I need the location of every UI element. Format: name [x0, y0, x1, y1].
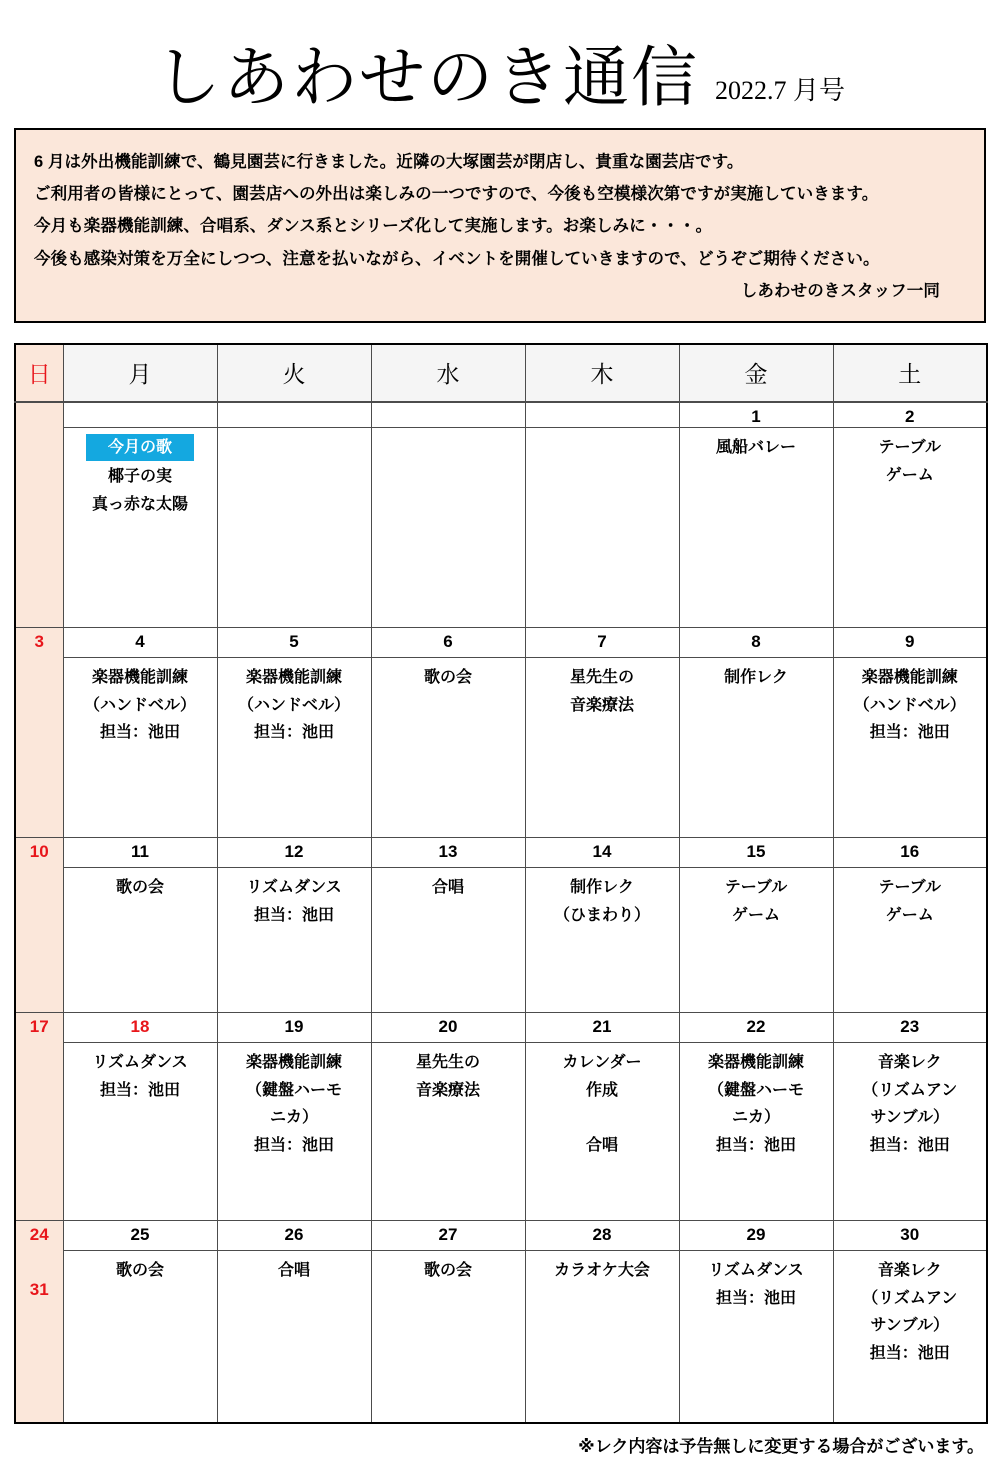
notice-line-4: 今後も感染対策を万全にしつつ、注意を払いながら、イベントを開催していきますので、どうぞご期待ください。: [34, 249, 880, 268]
calendar-day-cell[interactable]: [371, 868, 525, 1013]
calendar-day-cell[interactable]: [525, 428, 679, 628]
calendar-date-number: 2: [833, 402, 987, 428]
calendar-event-line: 歌の会: [423, 1262, 472, 1280]
calendar-date-number: 29: [679, 1221, 833, 1251]
calendar-event-line: 椰子の実: [107, 468, 172, 486]
calendar-event-line: 制作レク: [570, 879, 634, 897]
weekday-header-sun: 日: [15, 344, 63, 402]
notice-line-1: 6 月は外出機能訓練で、鶴見園芸に行きました。近隣の大塚園芸が閉店し、貴重な園芸店です。: [34, 153, 744, 171]
calendar-date-number: [525, 402, 679, 428]
calendar-event-line: （鍵盤ハーモ: [245, 1081, 342, 1099]
calendar-event-line: （ひまわり）: [553, 906, 650, 924]
calendar-sunday-cell: [15, 1013, 63, 1221]
calendar-event-line: テーブル: [878, 439, 942, 457]
sunday-date-secondary: 31: [29, 1279, 49, 1299]
weekday-header-thu: 木: [525, 344, 679, 402]
calendar-content-row: [15, 1043, 987, 1221]
notice-box: [14, 128, 986, 323]
calendar-content-row: [15, 658, 987, 838]
calendar-event-line: （リズムアン: [862, 1081, 958, 1099]
sunday-date: 10: [29, 842, 49, 862]
calendar-date-number: 28: [525, 1221, 679, 1251]
calendar-date-number: 13: [371, 838, 525, 868]
calendar-date-number: 9: [833, 628, 987, 658]
calendar-event-line: 担当：池田: [253, 724, 334, 742]
calendar-event-line: 担当：池田: [99, 1081, 180, 1099]
calendar-day-cell[interactable]: [525, 1251, 679, 1423]
calendar-day-cell[interactable]: [525, 1043, 679, 1221]
weekday-header-mon: 月: [63, 344, 217, 402]
weekday-header-sat: 土: [833, 344, 987, 402]
calendar-event-line: 担当：池田: [715, 1289, 796, 1307]
calendar-event-line: 楽器機能訓練: [707, 1054, 804, 1072]
calendar-event-line: ゲーム: [885, 466, 934, 484]
notice-line-2: ご利用者の皆様にとって、園芸店への外出は楽しみの一つですので、今後も空模様次第ですが実施していきます。: [34, 185, 879, 204]
calendar-sunday-cell: [15, 628, 63, 838]
weekday-header-wed: 水: [371, 344, 525, 402]
calendar-date-number: 19: [217, 1013, 371, 1043]
calendar-date-number: 26: [217, 1221, 371, 1251]
calendar-day-cell[interactable]: [679, 1251, 833, 1423]
calendar-event-line: （ハンドベル）: [853, 696, 966, 714]
masthead: [0, 0, 1000, 115]
calendar-day-cell[interactable]: [63, 1251, 217, 1423]
calendar-event-line: カレンダー: [562, 1054, 642, 1072]
calendar-event-line: 音楽レク: [877, 1262, 942, 1280]
calendar-event-line: 作成: [585, 1081, 618, 1099]
calendar-date-row: [15, 628, 987, 658]
calendar-content-row: [15, 428, 987, 628]
calendar-sunday-cell: [15, 1221, 63, 1423]
calendar-day-cell[interactable]: [63, 868, 217, 1013]
calendar-day-cell[interactable]: [525, 868, 679, 1013]
calendar-event-line: リズムダンス: [92, 1054, 188, 1072]
calendar-event-line: サンブル）: [870, 1317, 950, 1335]
calendar-date-row: [15, 838, 987, 868]
calendar-event-line: ゲーム: [731, 906, 780, 924]
calendar-day-cell[interactable]: [63, 658, 217, 838]
sunday-date: 17: [29, 1017, 49, 1037]
calendar-date-row: [15, 1013, 987, 1043]
weekday-header-tue: 火: [217, 344, 371, 402]
calendar-event-line: （鍵盤ハーモ: [707, 1081, 804, 1099]
calendar-event-line: 担当：池田: [715, 1136, 796, 1154]
song-of-the-month-badge: 今月の歌: [86, 434, 194, 461]
calendar-event-line: リズムダンス: [708, 1262, 804, 1280]
calendar-date-number: 30: [833, 1221, 987, 1251]
calendar-date-number: 6: [371, 628, 525, 658]
calendar-day-cell[interactable]: [679, 1043, 833, 1221]
calendar-day-cell[interactable]: [217, 1043, 371, 1221]
calendar-event-line: ゲーム: [885, 906, 934, 924]
calendar-day-cell[interactable]: [217, 658, 371, 838]
calendar-day-cell[interactable]: [217, 1251, 371, 1423]
calendar-day-cell[interactable]: [525, 658, 679, 838]
calendar-day-cell[interactable]: [679, 428, 833, 628]
calendar-table: [14, 343, 988, 1424]
calendar-day-cell[interactable]: [833, 1251, 987, 1423]
calendar-date-number: 22: [679, 1013, 833, 1043]
calendar-date-number: 7: [525, 628, 679, 658]
calendar-event-line: 担当：池田: [869, 724, 950, 742]
calendar-event-line: 星先生の: [569, 669, 634, 687]
calendar-event-line: 音楽療法: [569, 696, 634, 714]
calendar-date-number: 21: [525, 1013, 679, 1043]
calendar-event-line: 合唱: [431, 879, 464, 897]
calendar-event-line: 楽器機能訓練: [245, 669, 342, 687]
notice-signature: しあわせのきスタッフ一同: [740, 281, 940, 300]
calendar-date-number: 16: [833, 838, 987, 868]
calendar-date-number: 15: [679, 838, 833, 868]
calendar-date-row: [15, 402, 987, 428]
calendar-day-cell[interactable]: [217, 428, 371, 628]
calendar-event-line: ニカ）: [731, 1109, 780, 1127]
calendar-day-cell[interactable]: [371, 1043, 525, 1221]
calendar-event-line: 合唱: [277, 1262, 310, 1280]
page-title: しあわせのき通信: [154, 42, 699, 115]
sunday-date: 3: [34, 632, 44, 652]
calendar-event-line: （ハンドベル）: [237, 696, 350, 714]
footer-note: ※レク内容は予告無しに変更する場合がございます。: [578, 1436, 984, 1456]
calendar-event-line: リズムダンス: [246, 879, 342, 897]
calendar-date-number: 4: [63, 628, 217, 658]
calendar-event-line: 楽器機能訓練: [245, 1054, 342, 1072]
calendar-event-line: テーブル: [878, 879, 942, 897]
calendar-event-line: カラオケ大会: [554, 1262, 650, 1280]
calendar-content-row: [15, 868, 987, 1013]
calendar-date-number: 5: [217, 628, 371, 658]
calendar-event-line: 音楽レク: [877, 1054, 942, 1072]
calendar-date-number: 14: [525, 838, 679, 868]
calendar-sunday-cell: [15, 838, 63, 1013]
calendar-day-cell[interactable]: [63, 1043, 217, 1221]
calendar-day-cell[interactable]: [217, 868, 371, 1013]
calendar-event-line: 歌の会: [115, 1262, 164, 1280]
calendar-date-number: 12: [217, 838, 371, 868]
calendar-event-line: 歌の会: [423, 669, 472, 687]
calendar-sunday-cell: [15, 402, 63, 628]
notice-line-3: 今月も楽器機能訓練、合唱系、ダンス系とシリーズ化して実施します。お楽しみに・・・。: [34, 217, 713, 236]
calendar-event-line: 真っ赤な太陽: [91, 495, 188, 513]
calendar-event-line: 担当：池田: [99, 724, 180, 742]
calendar-date-number: 11: [63, 838, 217, 868]
calendar-date-number: 27: [371, 1221, 525, 1251]
calendar-event-line: 合唱: [585, 1136, 618, 1154]
weekday-header-fri: 金: [679, 344, 833, 402]
calendar-date-number: [371, 402, 525, 428]
calendar-event-line: 楽器機能訓練: [861, 669, 958, 687]
calendar-event-line: 星先生の: [415, 1054, 480, 1072]
calendar-date-number: 8: [679, 628, 833, 658]
calendar-day-cell[interactable]: [371, 658, 525, 838]
calendar-date-number: 20: [371, 1013, 525, 1043]
calendar-event-line: （ハンドベル）: [83, 696, 196, 714]
calendar-event-line: 担当：池田: [869, 1344, 950, 1362]
calendar-event-line: 歌の会: [115, 879, 164, 897]
calendar-content-row: [15, 1251, 987, 1423]
calendar-event-line: 担当：池田: [869, 1136, 950, 1154]
calendar-day-cell[interactable]: [679, 658, 833, 838]
calendar-event-line: 担当：池田: [253, 906, 334, 924]
calendar-event-line: 担当：池田: [253, 1136, 334, 1154]
calendar-date-number: 23: [833, 1013, 987, 1043]
sunday-date: 24: [29, 1225, 49, 1245]
calendar-event-line: テーブル: [724, 879, 788, 897]
calendar-event-line: （リズムアン: [862, 1289, 958, 1307]
calendar-event-line: ニカ）: [269, 1109, 318, 1127]
calendar-date-row: [15, 1221, 987, 1251]
calendar-day-cell[interactable]: [371, 428, 525, 628]
calendar-date-number: 1: [679, 402, 833, 428]
calendar-date-number: [217, 402, 371, 428]
issue-label: 2022.7 月号: [714, 76, 845, 105]
calendar-event-line: 楽器機能訓練: [91, 669, 188, 687]
calendar-event-line: 制作レク: [724, 669, 788, 687]
calendar-event-line: 風船バレー: [715, 439, 796, 457]
calendar-day-cell[interactable]: [371, 1251, 525, 1423]
calendar-date-number: 25: [63, 1221, 217, 1251]
calendar-day-cell[interactable]: [833, 428, 987, 628]
calendar-day-cell[interactable]: [833, 1043, 987, 1221]
calendar-date-number: [63, 402, 217, 428]
calendar-day-cell[interactable]: [679, 868, 833, 1013]
calendar-header-row: [15, 344, 987, 402]
calendar-event-line: サンブル）: [870, 1109, 950, 1127]
calendar-date-number: 18: [63, 1013, 217, 1043]
calendar-event-line: 音楽療法: [415, 1081, 480, 1099]
calendar-day-cell[interactable]: [833, 658, 987, 838]
calendar-day-cell[interactable]: [63, 428, 217, 628]
calendar-day-cell[interactable]: [833, 868, 987, 1013]
